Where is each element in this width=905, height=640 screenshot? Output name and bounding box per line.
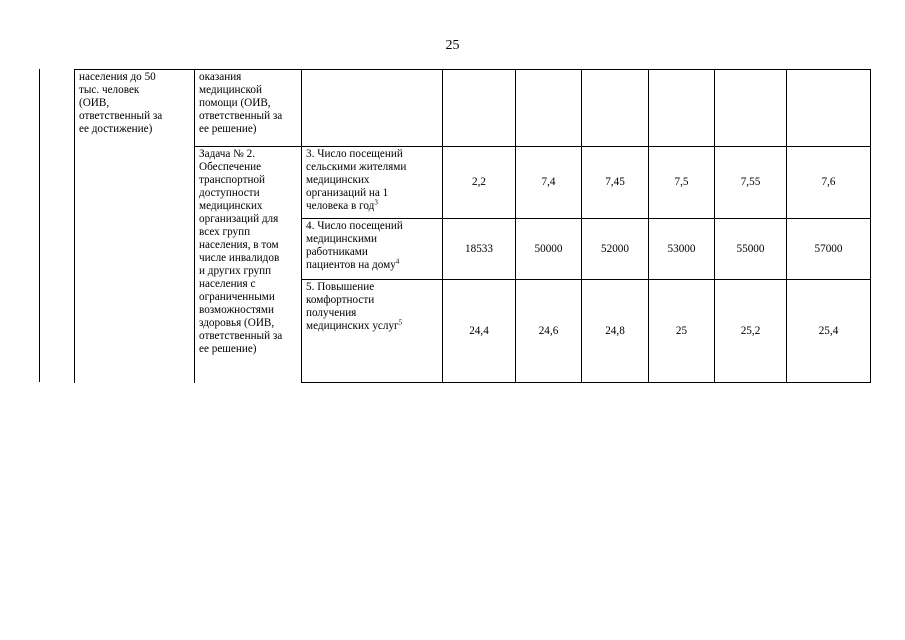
table-row-continuation [75,70,871,147]
task-line: возможностями [199,304,274,316]
indicator-line: 5. Повышение [306,281,375,293]
value-cell: 25 [649,280,715,383]
task-line: ответственный за [199,330,283,342]
task-line: медицинской [199,84,262,96]
value-cell: 24,4 [443,280,516,383]
task-line: доступности [199,187,260,199]
indicator-line: человека в год [306,200,375,212]
indicator-line: организаций на 1 [306,187,389,199]
task-line: Задача № 2. [199,148,256,160]
indicator-line: получения [306,307,357,319]
value-cell: 7,45 [582,147,649,219]
task1-cell [195,70,302,147]
value-cell: 25,2 [715,280,787,383]
indicator-cell [302,280,443,383]
empty-cell [649,70,715,147]
empty-cell [302,70,443,147]
task-line: медицинских [199,200,263,212]
empty-cell [715,70,787,147]
value-cell: 50000 [516,219,582,280]
indicator-line: пациентов на дому [306,259,396,271]
value-cell: 7,55 [715,147,787,219]
empty-cell [582,70,649,147]
task-line: ее решение) [199,343,257,355]
indicator-line: медицинских [306,174,370,186]
value-cell: 7,6 [787,147,871,219]
left-border-line [39,69,40,382]
task-line: ответственный за [199,110,283,122]
task-line: ограниченными [199,291,275,303]
task-line: населения с [199,278,256,290]
value-cell: 18533 [443,219,516,280]
indicators-table [74,69,871,383]
task-line: ее решение) [199,123,257,135]
table-row-indicator-3 [75,147,871,219]
task-line: Обеспечение [199,161,262,173]
goal-line: ее достижение) [79,123,153,135]
footnote-marker: 5 [398,318,403,327]
value-cell: 7,5 [649,147,715,219]
goal-line: (ОИВ, [79,97,110,109]
goal-line: ответственный за [79,110,163,122]
task-line: здоровья (ОИВ, [199,317,275,329]
value-cell: 53000 [649,219,715,280]
task-line: и других групп [199,265,272,277]
task-line: организаций для [199,213,279,225]
task-line: помощи (ОИВ, [199,97,271,109]
task-line: оказания [199,71,242,83]
task-line: числе инвалидов [199,252,280,264]
indicator-line: медицинскими [306,233,377,245]
value-cell: 25,4 [787,280,871,383]
task-line: всех групп [199,226,251,238]
value-cell: 55000 [715,219,787,280]
indicator-line: работниками [306,246,368,258]
goal-line: населения до 50 [79,71,156,83]
indicator-line: комфортности [306,294,375,306]
task-line: транспортной [199,174,266,186]
indicator-line: 4. Число посещений [306,220,403,232]
empty-cell [787,70,871,147]
value-cell: 24,8 [582,280,649,383]
value-cell: 52000 [582,219,649,280]
task-line: населения, в том [199,239,279,251]
value-cell: 7,4 [516,147,582,219]
indicator-line: 3. Число посещений [306,148,403,160]
value-cell: 24,6 [516,280,582,383]
empty-cell [516,70,582,147]
task2-cell [195,147,302,383]
footnote-marker: 3 [374,198,378,207]
value-cell: 57000 [787,219,871,280]
value-cell: 2,2 [443,147,516,219]
indicator-line: медицинских услуг [306,320,399,332]
goal-line: тыс. человек [79,84,140,96]
page-number: 25 [445,38,460,53]
empty-cell [443,70,516,147]
indicator-cell [302,147,443,219]
indicator-cell [302,219,443,280]
footnote-marker: 4 [395,257,400,266]
goal-cell [75,70,195,383]
indicator-line: сельскими жителями [306,161,407,173]
